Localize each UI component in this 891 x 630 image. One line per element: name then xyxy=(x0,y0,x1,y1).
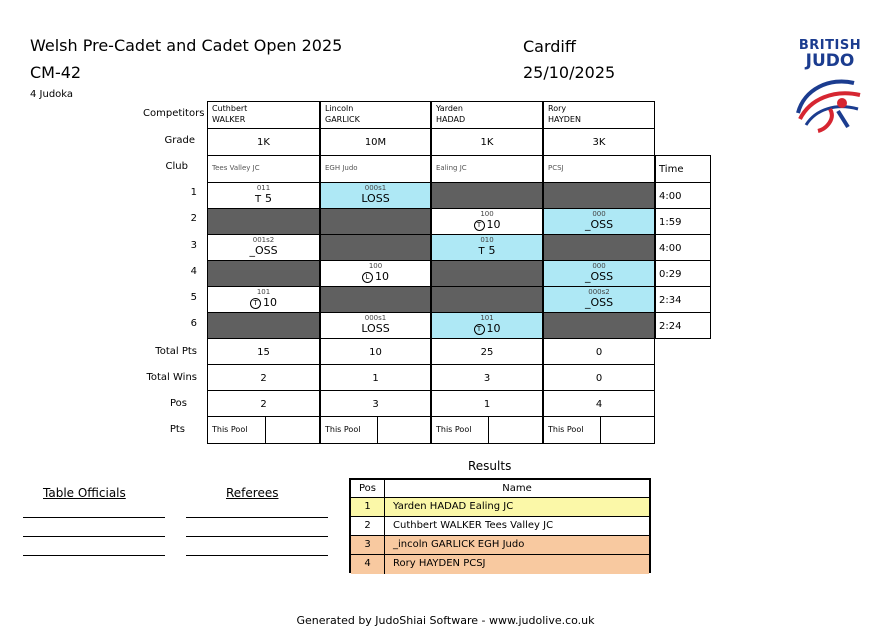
score-type-icon: T xyxy=(254,194,262,205)
signature-line[interactable] xyxy=(23,536,165,537)
competitor-grade: 1K xyxy=(480,137,494,148)
competitor-name-cell xyxy=(431,101,543,129)
circled-score-icon: L xyxy=(362,272,373,283)
match-result xyxy=(321,192,430,205)
pool-divider xyxy=(265,417,266,443)
logo-line1: BRITISH xyxy=(798,38,862,53)
match-result xyxy=(432,218,542,231)
competitor-total-wins: 2 xyxy=(260,373,267,384)
competitor-total-pts-cell xyxy=(431,338,543,365)
competitor-club: Tees Valley JC xyxy=(212,164,260,172)
match-cell[interactable] xyxy=(207,286,320,313)
competitor-pos-cell xyxy=(431,390,543,417)
competitor-grade-cell xyxy=(543,128,655,156)
match-result xyxy=(208,244,319,257)
competitor-club-cell xyxy=(320,155,431,183)
results-name: Cuthbert WALKER Tees Valley JC xyxy=(393,520,554,531)
match-time: 2:24 xyxy=(659,321,682,332)
competitor-pool-pts-cell xyxy=(431,416,543,444)
match-result xyxy=(544,218,654,231)
results-row xyxy=(351,498,649,517)
competitor-club-cell xyxy=(431,155,543,183)
event-location: Cardiff xyxy=(523,37,576,56)
match-cell[interactable] xyxy=(543,208,655,235)
competitor-club: PCSJ xyxy=(548,164,564,172)
competitor-total-pts-cell xyxy=(207,338,320,365)
match-cell xyxy=(431,260,543,287)
label-pos: Pos xyxy=(169,398,187,409)
competitor-last-name: WALKER xyxy=(212,115,246,124)
score-code: 000s1 xyxy=(364,314,387,322)
match-number: 1 xyxy=(190,187,197,198)
competitor-grade: 1K xyxy=(257,137,270,148)
competitor-club: EGH Judo xyxy=(325,164,358,172)
match-result-value: _OSS xyxy=(584,218,614,231)
competitor-club-cell xyxy=(543,155,655,183)
match-cell[interactable] xyxy=(431,234,543,261)
competitor-name-cell xyxy=(320,101,431,129)
results-row xyxy=(351,555,649,574)
results-name: Rory HAYDEN PCSJ xyxy=(393,558,486,569)
match-cell xyxy=(543,234,655,261)
competitor-pool-pts-cell xyxy=(207,416,320,444)
results-table xyxy=(349,478,651,573)
match-result-value: 10 xyxy=(375,270,389,283)
match-cell xyxy=(320,286,431,313)
match-number: 2 xyxy=(190,213,197,224)
judoka-emblem-icon xyxy=(790,69,870,135)
score-code: 000s2 xyxy=(588,288,610,296)
competitor-first-name: Cuthbert xyxy=(212,104,248,113)
competitor-total-pts: 25 xyxy=(480,347,494,358)
match-cell[interactable] xyxy=(207,234,320,261)
this-pool-label: This Pool xyxy=(325,425,361,434)
competitor-grade-cell xyxy=(320,128,431,156)
pool-divider xyxy=(488,417,489,443)
competitor-grade: 3K xyxy=(592,137,606,148)
competitor-pos-cell xyxy=(207,390,320,417)
signature-line[interactable] xyxy=(186,517,328,518)
signature-line[interactable] xyxy=(186,555,328,556)
score-type-icon: T xyxy=(478,246,485,257)
score-code: 010 xyxy=(480,236,494,244)
score-code: 101 xyxy=(480,314,494,322)
competitor-pos-cell xyxy=(543,390,655,417)
competitor-name-cell xyxy=(543,101,655,129)
competitor-last-name: HADAD xyxy=(436,115,466,124)
match-time: 1:59 xyxy=(659,217,682,228)
competitor-last-name: HAYDEN xyxy=(548,115,581,124)
match-result xyxy=(544,296,654,309)
score-code: 011 xyxy=(256,184,271,192)
match-cell[interactable] xyxy=(207,182,320,209)
competitor-grade: 10M xyxy=(364,137,387,148)
match-result xyxy=(544,270,654,283)
results-heading: Results xyxy=(468,459,512,473)
match-cell[interactable] xyxy=(431,208,543,235)
pool-divider xyxy=(377,417,378,443)
match-result-value: 10 xyxy=(486,218,501,231)
match-cell xyxy=(543,312,655,339)
match-result xyxy=(432,322,542,335)
match-cell[interactable] xyxy=(543,260,655,287)
match-result-value: _OSS xyxy=(584,270,614,283)
match-cell xyxy=(431,182,543,209)
results-col-pos: Pos xyxy=(351,480,385,497)
competitor-total-pts: 0 xyxy=(595,347,603,358)
competitor-name-cell xyxy=(207,101,320,129)
referees-label: Referees xyxy=(226,486,279,500)
british-judo-logo xyxy=(790,38,870,139)
circled-score-icon: T xyxy=(474,220,485,231)
match-cell[interactable] xyxy=(320,312,431,339)
event-title: Welsh Pre-Cadet and Cadet Open 2025 xyxy=(30,36,343,55)
match-time-cell xyxy=(655,182,711,209)
results-header-row xyxy=(351,480,649,498)
results-pos: 3 xyxy=(351,536,385,554)
competitor-total-wins: 0 xyxy=(595,373,603,384)
score-code: 000 xyxy=(592,210,606,218)
match-time: 0:29 xyxy=(659,269,682,280)
competitor-total-wins: 3 xyxy=(483,373,491,384)
match-result-value: _OSS xyxy=(249,244,278,257)
match-time-cell xyxy=(655,286,711,313)
match-cell[interactable] xyxy=(320,260,431,287)
time-header-cell xyxy=(655,155,711,183)
competitor-club-cell xyxy=(207,155,320,183)
results-pos: 1 xyxy=(351,498,385,516)
signature-line[interactable] xyxy=(23,555,165,556)
competitor-total-pts-cell xyxy=(320,338,431,365)
label-pts: Pts xyxy=(169,424,185,435)
match-number: 4 xyxy=(190,266,197,277)
competitor-total-pts: 15 xyxy=(257,347,270,358)
label-competitors: Competitors xyxy=(143,108,205,119)
this-pool-label: This Pool xyxy=(212,425,248,434)
match-result xyxy=(321,322,430,335)
match-cell xyxy=(320,234,431,261)
match-number: 3 xyxy=(190,240,197,251)
competitor-total-wins: 1 xyxy=(372,373,379,384)
competitor-last-name: GARLICK xyxy=(325,115,360,124)
pool-divider xyxy=(600,417,601,443)
competitor-pos: 1 xyxy=(483,399,491,410)
match-time-cell xyxy=(655,260,711,287)
match-time-cell xyxy=(655,312,711,339)
label-total-pts: Total Pts xyxy=(155,346,197,357)
match-result xyxy=(432,244,542,257)
results-row xyxy=(351,536,649,555)
competitor-grade-cell xyxy=(207,128,320,156)
competitor-total-pts-cell xyxy=(543,338,655,365)
competitor-pos-cell xyxy=(320,390,431,417)
this-pool-label: This Pool xyxy=(436,425,472,434)
competitor-first-name: Yarden xyxy=(436,104,463,113)
competitor-pool-pts-cell xyxy=(320,416,431,444)
match-time: 4:00 xyxy=(659,191,682,202)
results-name: _incoln GARLICK EGH Judo xyxy=(393,539,525,550)
results-col-name: Name xyxy=(502,483,532,494)
signature-line[interactable] xyxy=(23,517,165,518)
match-result-value: 10 xyxy=(263,296,277,309)
competitor-pool-pts-cell xyxy=(543,416,655,444)
circled-score-icon: T xyxy=(250,298,261,309)
match-cell xyxy=(431,286,543,313)
match-result-value: _OSS xyxy=(584,296,614,309)
match-cell xyxy=(543,182,655,209)
match-cell[interactable] xyxy=(543,286,655,313)
results-row xyxy=(351,517,649,536)
score-code: 100 xyxy=(480,210,494,218)
match-result xyxy=(208,296,319,309)
circled-score-icon: T xyxy=(474,324,485,335)
logo-line2: JUDO xyxy=(805,51,855,71)
competitor-total-wins-cell xyxy=(431,364,543,391)
label-club: Club xyxy=(165,161,188,172)
score-code: 000 xyxy=(592,262,606,270)
match-number: 5 xyxy=(190,292,197,303)
judoka-count: 4 Judoka xyxy=(30,89,74,100)
results-name: Yarden HADAD Ealing JC xyxy=(393,501,514,512)
match-cell[interactable] xyxy=(320,182,431,209)
this-pool-label: This Pool xyxy=(548,425,584,434)
competitor-total-wins-cell xyxy=(207,364,320,391)
results-pos: 2 xyxy=(351,517,385,535)
score-code: 000s1 xyxy=(364,184,387,192)
competitor-total-wins-cell xyxy=(543,364,655,391)
competitor-grade-cell xyxy=(431,128,543,156)
match-time-cell xyxy=(655,208,711,235)
match-cell[interactable] xyxy=(431,312,543,339)
time-header: Time xyxy=(659,164,684,175)
match-result-value: 10 xyxy=(486,322,501,335)
competitor-pos: 4 xyxy=(595,399,603,410)
event-date: 25/10/2025 xyxy=(523,63,616,82)
match-time-cell xyxy=(655,234,711,261)
results-pos: 4 xyxy=(351,555,385,574)
match-result-value: LOSS xyxy=(361,192,390,205)
label-total-wins: Total Wins xyxy=(146,372,197,383)
competitor-total-pts: 10 xyxy=(369,347,382,358)
score-code: 101 xyxy=(256,288,271,296)
match-result xyxy=(208,192,319,205)
match-result xyxy=(321,270,430,283)
label-grade: Grade xyxy=(164,135,195,146)
match-number: 6 xyxy=(190,318,197,329)
match-result-value: 5 xyxy=(488,244,496,257)
competitor-pos: 3 xyxy=(372,399,379,410)
signature-line[interactable] xyxy=(186,536,328,537)
match-cell xyxy=(207,260,320,287)
competitor-first-name: Lincoln xyxy=(325,104,354,113)
competitor-pos: 2 xyxy=(260,399,267,410)
match-time: 2:34 xyxy=(659,295,682,306)
footer-credit: Generated by JudoShiai Software - www.judolive.co.uk xyxy=(296,614,595,627)
match-result-value: 5 xyxy=(265,192,273,205)
score-code: 100 xyxy=(368,262,383,270)
match-result-value: LOSS xyxy=(361,322,390,335)
table-officials-label: Table Officials xyxy=(43,486,126,500)
category-label: CM-42 xyxy=(30,63,82,82)
competitor-first-name: Rory xyxy=(548,104,567,113)
score-code: 001s2 xyxy=(252,236,275,244)
match-cell xyxy=(207,208,320,235)
match-cell xyxy=(320,208,431,235)
match-time: 4:00 xyxy=(659,243,682,254)
competitor-club: Ealing JC xyxy=(436,164,467,172)
competitor-total-wins-cell xyxy=(320,364,431,391)
match-cell xyxy=(207,312,320,339)
